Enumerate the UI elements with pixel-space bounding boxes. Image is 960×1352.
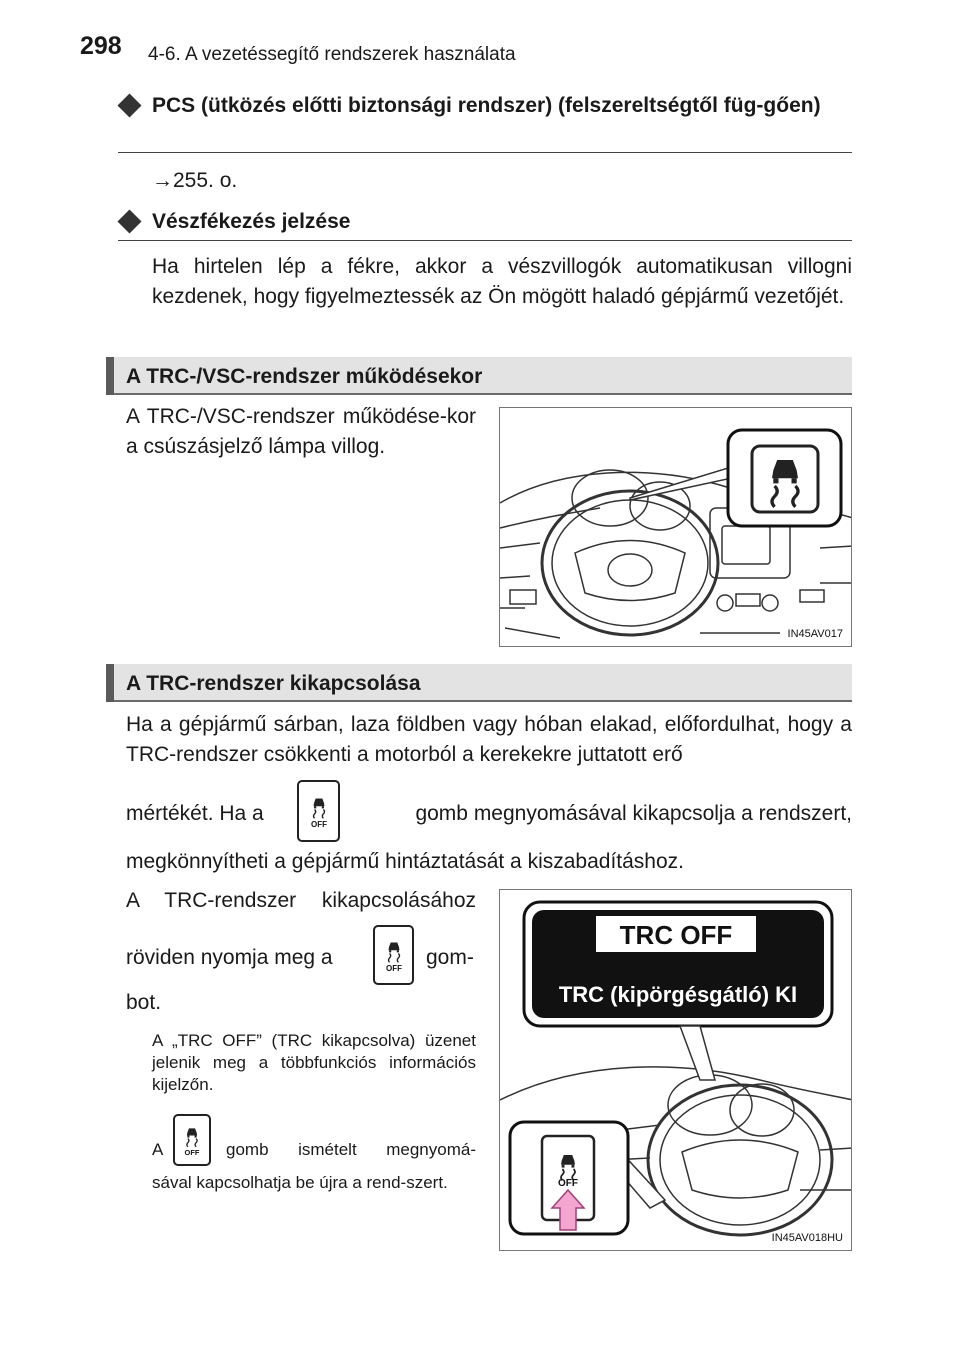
slip-indicator-figure (499, 407, 852, 647)
figure-code: IN45AV017 (787, 628, 843, 640)
trc-off-note-1: A „TRC OFF” (TRC kikapcsolva) üzenet jelenik meg a többfunkciós információs kijelzőn. (152, 1031, 476, 1094)
trc-off-instr-3: bot. (126, 991, 162, 1014)
trc-off-button-instr (373, 925, 414, 985)
emergency-braking-text: Ha hirtelen lép a fékre, akkor a vészvillogók automatikusan villogni kezdenek, hogy figyelmeztessék az Ön mögött haladó gépjármű vezetőjét. (152, 255, 852, 308)
emergency-braking-heading-text: Vészfékezés jelzése (152, 210, 351, 233)
pcs-heading-text: PCS (ütközés előtti biztonsági rendszer) (felszereltségtől füg-gően) (152, 94, 821, 117)
trc-off-instr-2b: gom- (426, 946, 474, 969)
off-label: OFF (184, 1147, 200, 1157)
trc-off-para-1: Ha a gépjármű sárban, laza földben vagy hóban elakad, előfordulhat, hogy a TRC-rendszer csökkenti a motorból a kerekekre juttatott erő (126, 713, 852, 766)
trc-off-instr-1: A TRC-rendszer kikapcsolásához (126, 889, 476, 912)
trc-vsc-text: A TRC-/VSC-rendszer működése-kor a csúszásjelző lámpa villog. (126, 405, 476, 458)
running-header: 4-6. A vezetéssegítő rendszerek használata (148, 44, 516, 65)
emergency-braking-rule (118, 240, 852, 241)
trc-off-para-2a: mértékét. Ha a (126, 802, 264, 825)
trc-off-note-2c: sával kapcsolhatja be újra a rend-szert. (152, 1173, 448, 1192)
pcs-rule (118, 152, 852, 153)
trc-off-section-bar (106, 664, 852, 702)
trc-off-icon (178, 1120, 206, 1160)
trc-off-note-2a: A (152, 1140, 164, 1159)
page-number: 298 (80, 32, 122, 60)
dashboard-illustration (500, 408, 852, 647)
trc-off-button-note (173, 1114, 211, 1166)
off-label: OFF (558, 1178, 578, 1189)
trc-off-icon (304, 790, 334, 832)
trc-off-display-figure (499, 889, 852, 1251)
display-line-1: TRC OFF (619, 920, 733, 950)
trc-off-note-2b: gomb ismételt megnyomá- (226, 1140, 476, 1159)
trc-vsc-section-title: A TRC-/VSC-rendszer működésekor (126, 365, 483, 388)
display-line-2: TRC (kipörgésgátló) KI (558, 982, 798, 1007)
trc-off-button-inline (297, 780, 340, 842)
trc-off-para-2b: gomb megnyomásával kikapcsolja a rendszert, (415, 802, 852, 825)
figure-code: IN45AV018HU (771, 1232, 843, 1244)
trc-off-section-title: A TRC-rendszer kikapcsolása (126, 672, 421, 695)
trc-vsc-section-bar (106, 357, 852, 395)
emergency-braking-heading (118, 206, 850, 238)
trc-off-para-3: megkönnyítheti a gépjármű hintáztatását a kiszabadításhoz. (126, 850, 684, 873)
off-label: OFF (385, 964, 402, 973)
trc-off-para-2 (126, 799, 852, 831)
pcs-reference[interactable]: →255. o. (152, 169, 238, 192)
dashboard-trc-off-illustration (500, 890, 852, 1251)
off-label: OFF (310, 820, 327, 829)
trc-off-instr-2a: röviden nyomja meg a (126, 946, 333, 969)
trc-off-icon (379, 934, 409, 976)
pcs-heading (118, 90, 850, 122)
